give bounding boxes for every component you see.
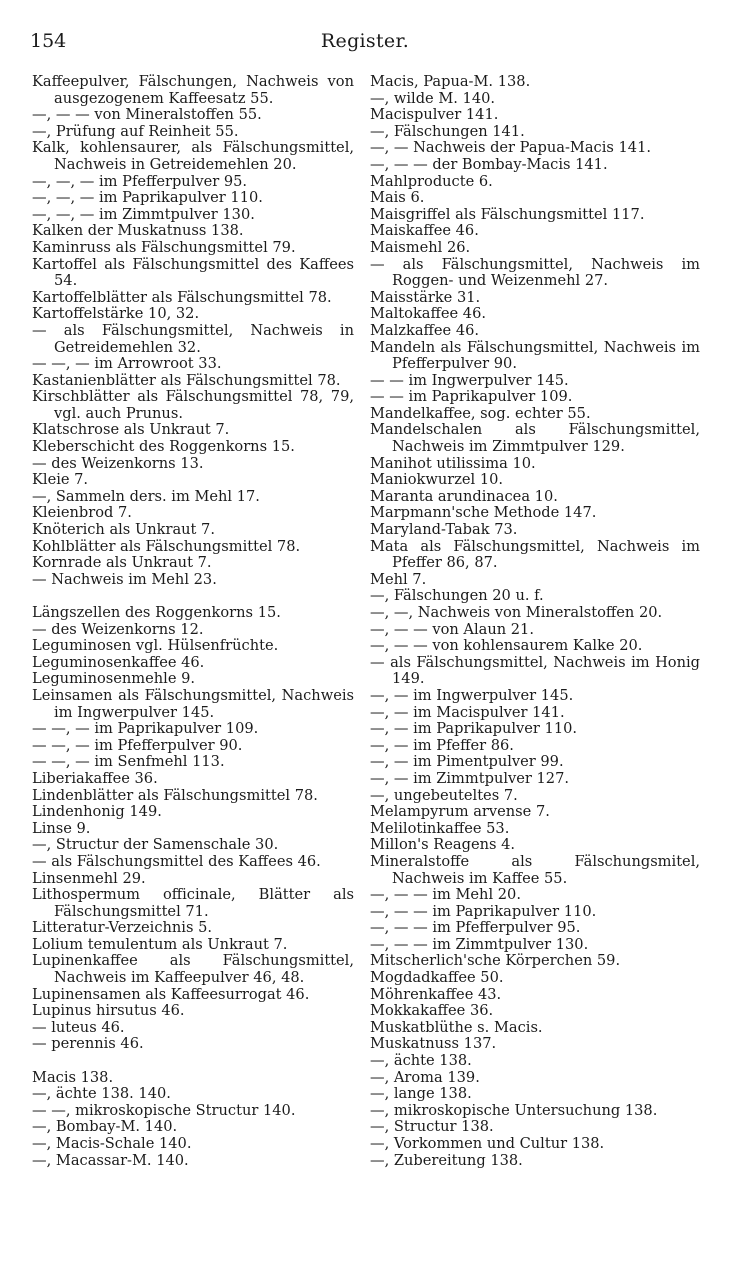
index-entry: — —, mikroskopische Structur 140. — [32, 1101, 296, 1119]
index-entry: Muskatblüthe s. Macis. — [370, 1018, 543, 1036]
running-head: Register. — [320, 30, 410, 52]
index-column-right — [370, 74, 700, 1169]
index-entry: Melilotinkaffee 53. — [370, 819, 510, 837]
index-entry: —, Structur der Samenschale 30. — [32, 836, 279, 854]
index-entry: — — im Paprikapulver 109. — [370, 388, 573, 406]
index-entry: Kaminruss als Fälschungsmittel 79. — [32, 238, 296, 256]
index-entry: —, — im Ingwerpulver 145. — [370, 686, 574, 704]
index-entry: Maltokaffee 46. — [370, 305, 486, 323]
index-entry: —, Fälschungen 141. — [370, 122, 525, 140]
index-entry: Muskatnuss 137. — [370, 1035, 497, 1053]
index-entry: —, — — im Pfefferpulver 95. — [370, 919, 581, 937]
index-entry: —, mikroskopische Untersuchung 138. — [370, 1101, 658, 1119]
index-entry: —, Prüfung auf Reinheit 55. — [32, 122, 239, 140]
index-entry: Lithospermum officinale, Blätter als Fälschungsmittel 71. — [32, 886, 354, 920]
index-entry: Mahlproducte 6. — [370, 172, 493, 190]
index-entry: — als Fälschungsmittel, Nachweis im Honig 149. — [370, 653, 700, 688]
index-column-left — [32, 74, 354, 1169]
index-entry: —, — — der Bombay-Macis 141. — [370, 155, 608, 173]
index-entry: — als Fälschungsmittel, Nachweis im Roggen- und Weizenmehl 27. — [370, 255, 700, 290]
page-header — [30, 30, 700, 56]
index-entry: Mandelkaffee, sog. echter 55. — [370, 404, 591, 422]
index-entry: —, Zubereitung 138. — [370, 1151, 523, 1169]
index-entry: —, — im Pimentpulver 99. — [370, 753, 564, 771]
index-entry: Kirschblätter als Fälschungsmittel 78, 79, vgl. auch Prunus. — [32, 388, 354, 422]
index-entry: Litteratur-Verzeichnis 5. — [32, 919, 213, 937]
index-entry: Mais 6. — [370, 189, 425, 207]
index-entry: Kohlblätter als Fälschungsmittel 78. — [32, 537, 301, 555]
index-entry: —, — Nachweis der Papua-Macis 141. — [370, 139, 652, 157]
index-entry: Mokkakaffee 36. — [370, 1002, 494, 1020]
index-entry: Manihot utilissima 10. — [370, 454, 536, 472]
index-entry: —, Sammeln ders. im Mehl 17. — [32, 487, 260, 505]
index-entry: Leinsamen als Fälschungsmittel, Nachweis im Ingwerpulver 145. — [32, 686, 354, 721]
index-entry: —, — — im Zimmtpulver 130. — [370, 935, 589, 953]
index-entry: — Nachweis im Mehl 23. — [32, 570, 217, 588]
index-entry: Macis 138. — [32, 1068, 114, 1086]
index-entry: Kastanienblätter als Fälschungsmittel 78. — [32, 371, 341, 389]
index-entry: — luteus 46. — [32, 1018, 125, 1036]
index-entry: Kartoffel als Fälschungsmittel des Kaffees 54. — [32, 255, 354, 290]
index-entry: Kaffeepulver, Fälschungen, Nachweis von ausgezogenem Kaffeesatz 55. — [32, 73, 354, 107]
index-entry: Millon's Reagens 4. — [370, 836, 516, 854]
index-entry: — —, — im Pfefferpulver 90. — [32, 736, 243, 754]
index-entry: Kleienbrod 7. — [32, 504, 132, 522]
index-entry: —, — — von Mineralstoffen 55. — [32, 106, 262, 124]
index-entry: Mehl 7. — [370, 570, 427, 588]
index-entry: — als Fälschungsmittel des Kaffees 46. — [32, 852, 321, 870]
index-entry: — perennis 46. — [32, 1035, 144, 1053]
index-entry: Maryland-Tabak 73. — [370, 521, 518, 539]
index-entry: Lindenhonig 149. — [32, 803, 162, 821]
index-entry: Lolium temulentum als Unkraut 7. — [32, 935, 288, 953]
index-entry: Leguminosenmehle 9. — [32, 670, 196, 688]
index-entry: Lindenblätter als Fälschungsmittel 78. — [32, 786, 318, 804]
index-entry: —, Fälschungen 20 u. f. — [370, 587, 544, 605]
index-entry: —, —, — im Paprikapulver 110. — [32, 189, 263, 207]
page-number: 154 — [30, 30, 67, 52]
index-entry: —, wilde M. 140. — [370, 89, 496, 107]
index-entry: Mogdadkaffee 50. — [370, 969, 504, 987]
index-entry: —, — im Macispulver 141. — [370, 703, 565, 721]
index-entry: — des Weizenkorns 13. — [32, 454, 204, 472]
index-entry: — des Weizenkorns 12. — [32, 620, 204, 638]
index-entry: Linsenmehl 29. — [32, 869, 146, 887]
index-entry: Kartoffelblätter als Fälschungsmittel 78. — [32, 288, 332, 306]
index-entry: — als Fälschungsmittel, Nachweis in Getreidemehlen 32. — [32, 321, 354, 356]
index-entry: —, Aroma 139. — [370, 1068, 480, 1086]
index-entry: Klatschrose als Unkraut 7. — [32, 421, 230, 439]
index-entry: Maismehl 26. — [370, 238, 471, 256]
index-entry: —, — im Zimmtpulver 127. — [370, 769, 569, 787]
index-entry: —, — im Pfeffer 86. — [370, 736, 514, 754]
section-gap — [32, 1053, 354, 1070]
index-entry: —, ungebeuteltes 7. — [370, 786, 518, 804]
index-entry: Maiskaffee 46. — [370, 222, 479, 240]
index-entry: Marpmann'sche Methode 147. — [370, 504, 597, 522]
index-entry: Möhrenkaffee 43. — [370, 985, 502, 1003]
index-entry: Kalk, kohlensaurer, als Fälschungsmittel, Nachweis in Getreidemehlen 20. — [32, 139, 354, 173]
index-entry: Malzkaffee 46. — [370, 321, 480, 339]
index-entry: Kleberschicht des Roggenkorns 15. — [32, 438, 295, 456]
index-entry: —, — im Paprikapulver 110. — [370, 720, 578, 738]
index-entry: Kartoffelstärke 10, 32. — [32, 305, 200, 323]
index-entry: —, — — von Alaun 21. — [370, 620, 534, 638]
index-entry: Knöterich als Unkraut 7. — [32, 521, 215, 539]
index-entry: —, ächte 138. 140. — [32, 1085, 171, 1103]
section-gap — [32, 588, 354, 605]
index-entry: Liberiakaffee 36. — [32, 769, 158, 787]
index-entry: Mata als Fälschungsmittel, Nachweis im Pfeffer 86, 87. — [370, 537, 700, 572]
index-entry: Maranta arundinacea 10. — [370, 487, 558, 505]
index-entry: Kleie 7. — [32, 471, 89, 489]
index-entry: Linse 9. — [32, 819, 91, 837]
index-entry: —, — — von kohlensaurem Kalke 20. — [370, 637, 643, 655]
index-entry: —, —, — im Pfefferpulver 95. — [32, 172, 248, 190]
index-entry: Mitscherlich'sche Körperchen 59. — [370, 952, 621, 970]
index-entry: Macis, Papua-M. 138. — [370, 73, 531, 90]
index-entry: —, Vorkommen und Cultur 138. — [370, 1135, 605, 1152]
index-entry: Leguminosen vgl. Hülsenfrüchte. — [32, 637, 279, 655]
index-entry: — —, — im Arrowroot 33. — [32, 355, 222, 373]
index-entry: Kalken der Muskatnuss 138. — [32, 222, 244, 240]
index-entry: Macispulver 141. — [370, 106, 499, 124]
index-entry: —, Structur 138. — [370, 1118, 494, 1136]
index-entry: Mandeln als Fälschungsmittel, Nachweis im Pfefferpulver 90. — [370, 338, 700, 373]
index-entry: Leguminosenkaffee 46. — [32, 653, 205, 671]
index-entry: — —, — im Paprikapulver 109. — [32, 720, 259, 738]
index-entry: Maisstärke 31. — [370, 288, 481, 306]
index-entry: —, Bombay-M. 140. — [32, 1118, 178, 1136]
index-entry: Maisgriffel als Fälschungsmittel 117. — [370, 205, 645, 223]
index-entry: Mineralstoffe als Fälschungsmitel, Nachweis im Kaffee 55. — [370, 852, 700, 887]
index-entry: —, lange 138. — [370, 1085, 472, 1103]
index-entry: —, — — im Paprikapulver 110. — [370, 902, 597, 920]
index-entry: —, — — im Mehl 20. — [370, 886, 521, 904]
index-entry: — —, — im Senfmehl 113. — [32, 753, 225, 771]
index-entry: Lupinus hirsutus 46. — [32, 1002, 185, 1020]
index-entry: Mandelschalen als Fälschungsmittel, Nachweis im Zimmtpulver 129. — [370, 421, 700, 456]
index-entry: Lupinenkaffee als Fälschungsmittel, Nachweis im Kaffeepulver 46, 48. — [32, 952, 354, 987]
index-entry: Maniokwurzel 10. — [370, 471, 504, 489]
index-entry: — — im Ingwerpulver 145. — [370, 371, 569, 389]
index-entry: —, Macis-Schale 140. — [32, 1135, 192, 1152]
index-entry: Lupinensamen als Kaffeesurrogat 46. — [32, 985, 310, 1003]
index-entry: —, —, Nachweis von Mineralstoffen 20. — [370, 604, 663, 621]
index-entry: Kornrade als Unkraut 7. — [32, 554, 212, 572]
index-entry: —, —, — im Zimmtpulver 130. — [32, 205, 255, 223]
index-entry: Längszellen des Roggenkorns 15. — [32, 604, 281, 621]
index-entry: Melampyrum arvense 7. — [370, 803, 550, 821]
index-entry: —, Macassar-M. 140. — [32, 1151, 189, 1169]
index-entry: —, ächte 138. — [370, 1052, 472, 1070]
